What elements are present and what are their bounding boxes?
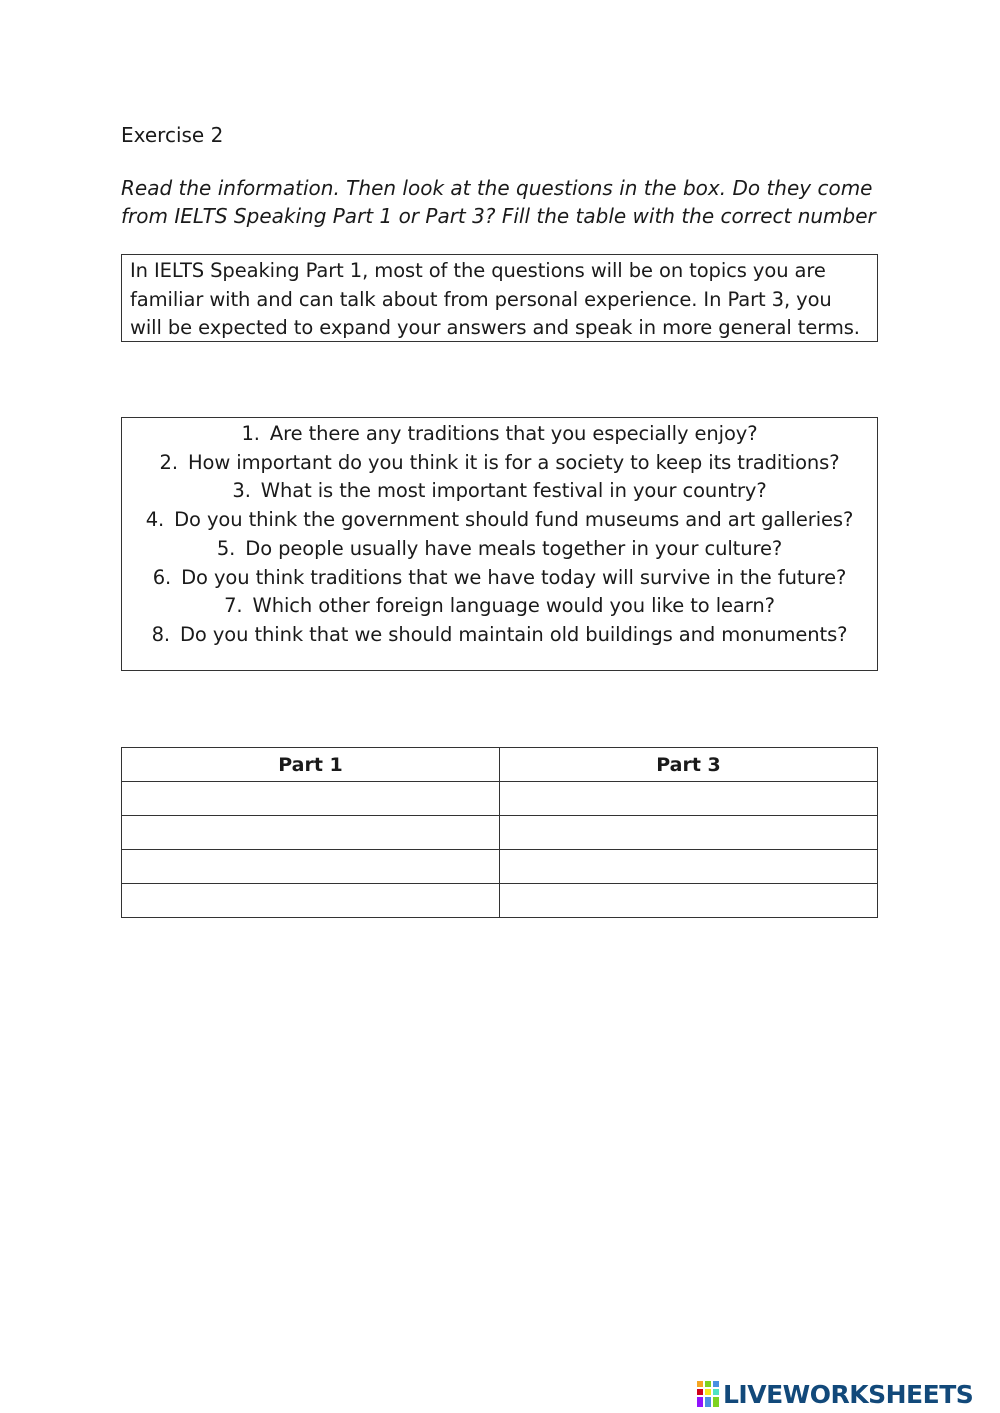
question-item xyxy=(122,449,877,478)
part-3-answer-cell[interactable] xyxy=(500,884,878,918)
question-number: 1. xyxy=(241,422,260,445)
question-text: How important do you think it is for a society to keep its traditions? xyxy=(187,450,840,474)
question-number: 7. xyxy=(224,594,243,618)
question-number: 3. xyxy=(232,479,251,503)
liveworksheets-logo-icon xyxy=(697,1381,719,1407)
question-item xyxy=(122,477,877,506)
exercise-instructions: Read the information. Then look at the questions in the box. Do they come from IELTS Speaking Part 1 or Part 3? Fill the table with the correct number xyxy=(121,176,876,228)
question-text: Do you think traditions that we have today will survive in the future? xyxy=(181,565,847,589)
question-item xyxy=(122,621,877,650)
question-number: 2. xyxy=(159,450,178,474)
part-3-answer-cell[interactable] xyxy=(500,816,878,850)
table-row xyxy=(122,782,878,816)
liveworksheets-brand xyxy=(697,1378,973,1410)
question-item xyxy=(122,535,877,564)
exercise-heading: Exercise 2 xyxy=(121,123,224,147)
question-number: 6. xyxy=(152,565,172,589)
table-row xyxy=(122,884,878,918)
question-text: Which other foreign language would you like to learn? xyxy=(252,594,775,618)
question-text: Do you think the government should fund museums and art galleries? xyxy=(174,508,854,532)
question-number: 4. xyxy=(145,508,165,532)
question-item xyxy=(122,592,877,621)
header-part-1: Part 1 xyxy=(122,748,500,782)
question-item xyxy=(122,564,877,593)
header-part-3: Part 3 xyxy=(500,748,878,782)
question-item xyxy=(122,420,877,449)
question-number: 8. xyxy=(151,622,170,646)
info-box: In IELTS Speaking Part 1, most of the questions will be on topics you are familiar with and can talk about from personal experience. In Part 3, you will be expected to expand your answers and speak in more general terms. xyxy=(121,254,878,342)
part-3-answer-cell[interactable] xyxy=(500,850,878,884)
table-row xyxy=(122,850,878,884)
table-row xyxy=(122,816,878,850)
question-text: What is the most important festival in your country? xyxy=(260,479,767,503)
answer-table-header-row xyxy=(122,748,878,782)
question-text: Do people usually have meals together in your culture? xyxy=(245,536,783,560)
question-text: Are there any traditions that you especially enjoy? xyxy=(269,422,758,445)
part-1-answer-cell[interactable] xyxy=(122,816,500,850)
part-1-answer-cell[interactable] xyxy=(122,884,500,918)
questions-list xyxy=(122,420,877,650)
part-3-answer-cell[interactable] xyxy=(500,782,878,816)
answer-table xyxy=(121,747,878,918)
brand-name: LIVEWORKSHEETS xyxy=(723,1379,974,1409)
question-number: 5. xyxy=(216,536,236,560)
questions-box xyxy=(121,417,878,671)
question-text: Do you think that we should maintain old buildings and monuments? xyxy=(180,622,848,646)
part-1-answer-cell[interactable] xyxy=(122,850,500,884)
question-item xyxy=(122,506,877,535)
part-1-answer-cell[interactable] xyxy=(122,782,500,816)
